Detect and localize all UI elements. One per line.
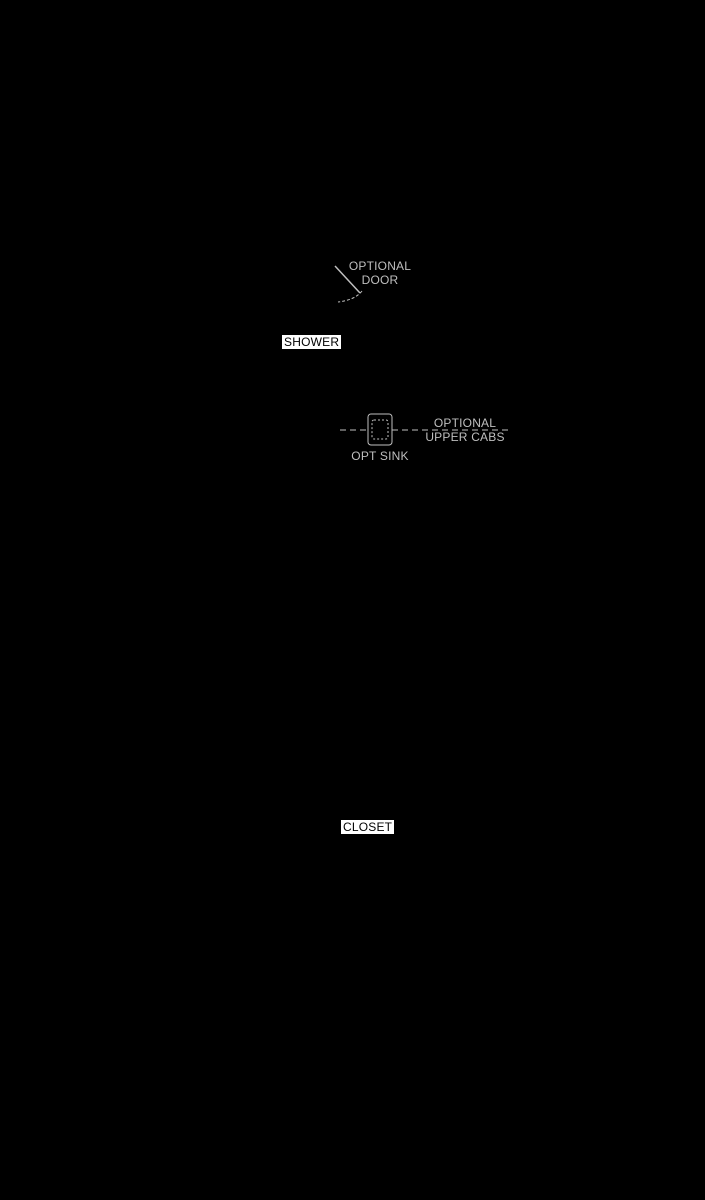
closet-label: CLOSET xyxy=(343,820,393,834)
optional-door-line1: OPTIONAL xyxy=(348,259,412,273)
optional-door-label xyxy=(345,259,415,287)
optional-upper-cabs-label xyxy=(420,416,510,444)
sink-icon xyxy=(368,414,392,445)
shower-label: SHOWER xyxy=(284,335,340,349)
opt-sink-label: OPT SINK xyxy=(351,449,409,463)
optional-door-line2: DOOR xyxy=(361,273,399,287)
optional-upper-cabs-line2: UPPER CABS xyxy=(425,430,505,444)
optional-upper-cabs-line1: OPTIONAL xyxy=(433,416,497,430)
